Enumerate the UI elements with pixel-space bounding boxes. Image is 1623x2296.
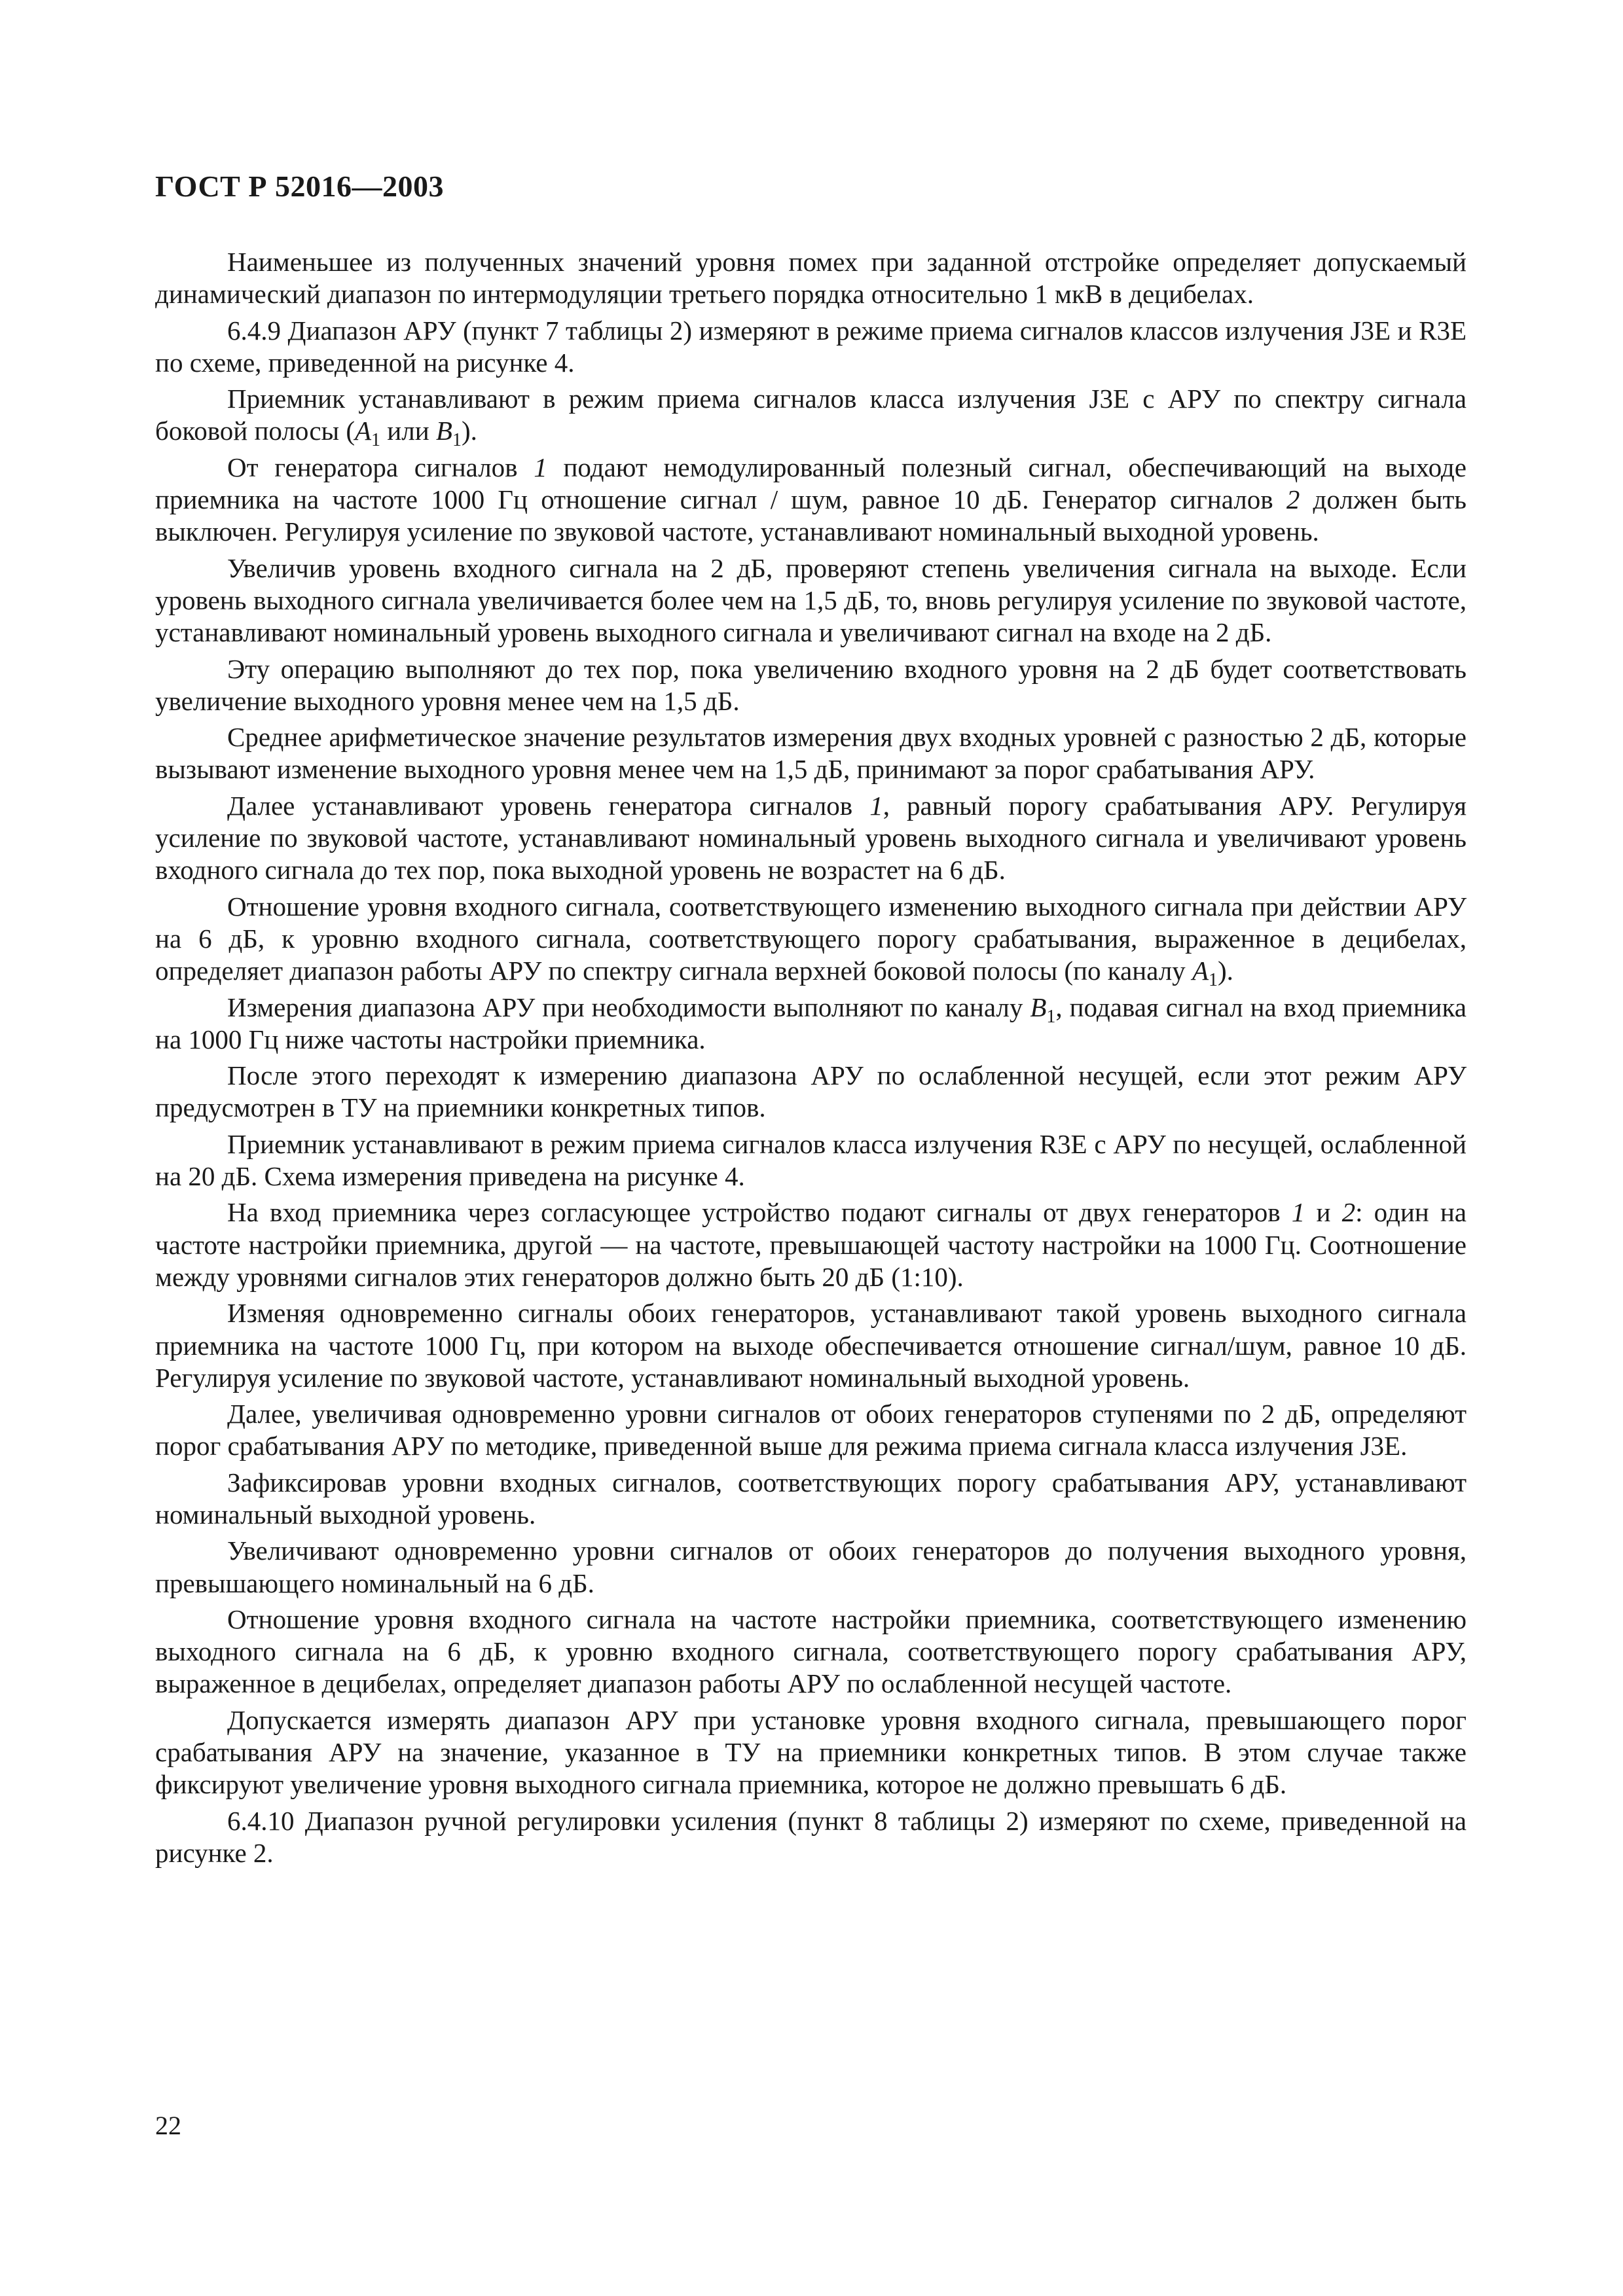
paragraph-10 <box>155 992 1467 1056</box>
paragraph-4 <box>155 452 1467 548</box>
generator-number: 1 <box>869 790 883 821</box>
variable-a: A <box>355 416 372 446</box>
text-segment: подают немодулированный полезный сигнал, обеспечивающий на выходе приемника на частоте 1000 Гц отношение сигнал / шум, равное 10 дБ. Генератор сигналов <box>155 452 1467 515</box>
variable-b: B <box>435 416 452 446</box>
text-segment: Измерения диапазона АРУ при необходимости выполняют по каналу <box>227 992 1030 1022</box>
paragraph-17: Увеличивают одновременно уровни сигналов от обоих генераторов до получения выходного уровня, превышающего номинальный на 6 дБ. <box>155 1535 1467 1598</box>
generator-number: 2 <box>1286 484 1300 515</box>
text-segment: На вход приемника через согласующее устройство подают сигналы от двух генераторов <box>227 1197 1292 1228</box>
subscript: 1 <box>1208 970 1218 991</box>
text-segment: Отношение уровня входного сигнала, соответствующего изменению выходного сигнала при действии АРУ на 6 дБ, к уровню входного сигнала, соответствующего порогу срабатывания, выраженное в децибелах, определяет диапазон работы АРУ по спектру сигнала верхней боковой полосы (по каналу <box>155 891 1467 986</box>
paragraph-3 <box>155 383 1467 451</box>
variable-b: B <box>1030 992 1047 1022</box>
text-segment: , подавая сигнал на вход приемника на 1000 Гц ниже частоты настройки приемника. <box>155 992 1467 1054</box>
paragraph-1: Наименьшее из полученных значений уровня помех при заданной отстройке определяет допускаемый динамический диапазон по интермодуляции третьего порядка относительно 1 мкВ в децибелах. <box>155 247 1467 310</box>
subscript: 1 <box>452 430 462 451</box>
paragraph-6-4-10: 6.4.10 Диапазон ручной регулировки усиления (пункт 8 таблицы 2) измеряют по схеме, приведенной на рисунке 2. <box>155 1805 1467 1868</box>
variable-a: A <box>1192 956 1209 986</box>
text-segment: и <box>1305 1197 1342 1228</box>
paragraph-11: После этого переходят к измерению диапазона АРУ по ослабленной несущей, если этот режим АРУ предусмотрен в ТУ на приемники конкретных типов. <box>155 1060 1467 1123</box>
paragraph-6-4-9: 6.4.9 Диапазон АРУ (пункт 7 таблицы 2) измеряют в режиме приема сигналов классов излучения J3E и R3E по схеме, приведенной на рисунке 4. <box>155 315 1467 378</box>
text-segment: : один на частоте настройки приемника, другой — на частоте, превышающей частоту настройки на 1000 Гц. Соотношение между уровнями сигналов этих генераторов должно быть 20 дБ (1:10). <box>155 1197 1467 1292</box>
paragraph-9 <box>155 891 1467 991</box>
text-segment: От генератора сигналов <box>227 452 534 482</box>
paragraph-12: Приемник устанавливают в режим приема сигналов класса излучения R3E с АРУ по несущей, ослабленной на 20 дБ. Схема измерения приведена на рисунке 4. <box>155 1128 1467 1192</box>
subscript: 1 <box>371 430 381 451</box>
paragraph-5: Увеличив уровень входного сигнала на 2 дБ, проверяют степень увеличения сигнала на выходе. Если уровень выходного сигнала увеличивается более чем на 1,5 дБ, то, вновь регулируя усиление по звуковой частоте, устанавливают номинальный уровень выходного сигнала и увеличивают сигнал на входе на 2 дБ. <box>155 552 1467 648</box>
paragraph-8 <box>155 790 1467 887</box>
paragraph-6: Эту операцию выполняют до тех пор, пока увеличению входного уровня на 2 дБ будет соответствовать увеличение выходного уровня менее чем на 1,5 дБ. <box>155 653 1467 716</box>
generator-number: 1 <box>534 452 547 482</box>
text-segment: ). <box>1217 956 1233 986</box>
text-segment: Далее устанавливают уровень генератора сигналов <box>227 790 870 821</box>
text-segment: ). <box>461 416 477 446</box>
generator-number: 1 <box>1291 1197 1305 1228</box>
document-body <box>155 246 1467 1869</box>
text-segment: или <box>380 416 436 446</box>
subscript: 1 <box>1046 1006 1056 1027</box>
paragraph-15: Далее, увеличивая одновременно уровни сигналов от обоих генераторов ступенями по 2 дБ, определяют порог срабатывания АРУ по методике, приведенной выше для режима приема сигнала класса излучения J3E. <box>155 1399 1467 1462</box>
paragraph-14: Изменяя одновременно сигналы обоих генераторов, устанавливают такой уровень выходного сигнала приемника на частоте 1000 Гц, при котором на выходе обеспечивается отношение сигнал/шум, равное 10 дБ. Регулируя усиление по звуковой частоте, устанавливают номинальный выходной уровень. <box>155 1298 1467 1393</box>
paragraph-16: Зафиксировав уровни входных сигналов, соответствующих порогу срабатывания АРУ, устанавливают номинальный выходной уровень. <box>155 1467 1467 1530</box>
paragraph-18: Отношение уровня входного сигнала на частоте настройки приемника, соответствующего изменению выходного сигнала на 6 дБ, к уровню входного сигнала, соответствующего порогу срабатывания АРУ, выраженное в децибелах, определяет диапазон работы АРУ по ослабленной несущей частоте. <box>155 1604 1467 1699</box>
page-number: 22 <box>155 2111 181 2140</box>
text-segment: , равный порогу срабатывания АРУ. Регулируя усиление по звуковой частоте, устанавливают номинальный уровень выходного сигнала и увеличивают уровень входного сигнала до тех пор, пока выходной уровень не возрастет на 6 дБ. <box>155 790 1467 886</box>
text-segment: Приемник устанавливают в режим приема сигналов класса излучения J3E с АРУ по спектру сигнала боковой полосы ( <box>155 384 1467 446</box>
paragraph-7: Среднее арифметическое значение результатов измерения двух входных уровней с разностью 2 дБ, которые вызывают изменение выходного уровня менее чем на 1,5 дБ, принимают за порог срабатывания АРУ. <box>155 722 1467 785</box>
paragraph-13 <box>155 1196 1467 1293</box>
text-segment: должен быть выключен. Регулируя усиление по звуковой частоте, устанавливают номинальный выходной уровень. <box>155 484 1467 547</box>
paragraph-19: Допускается измерять диапазон АРУ при установке уровня входного сигнала, превышающего порог срабатывания АРУ на значение, указанное в ТУ на приемники конкретных типов. В этом случае также фиксируют увеличение уровня выходного сигнала приемника, которое не должно превышать 6 дБ. <box>155 1704 1467 1800</box>
document-header: ГОСТ Р 52016—2003 <box>155 170 444 203</box>
generator-number: 2 <box>1341 1197 1356 1228</box>
